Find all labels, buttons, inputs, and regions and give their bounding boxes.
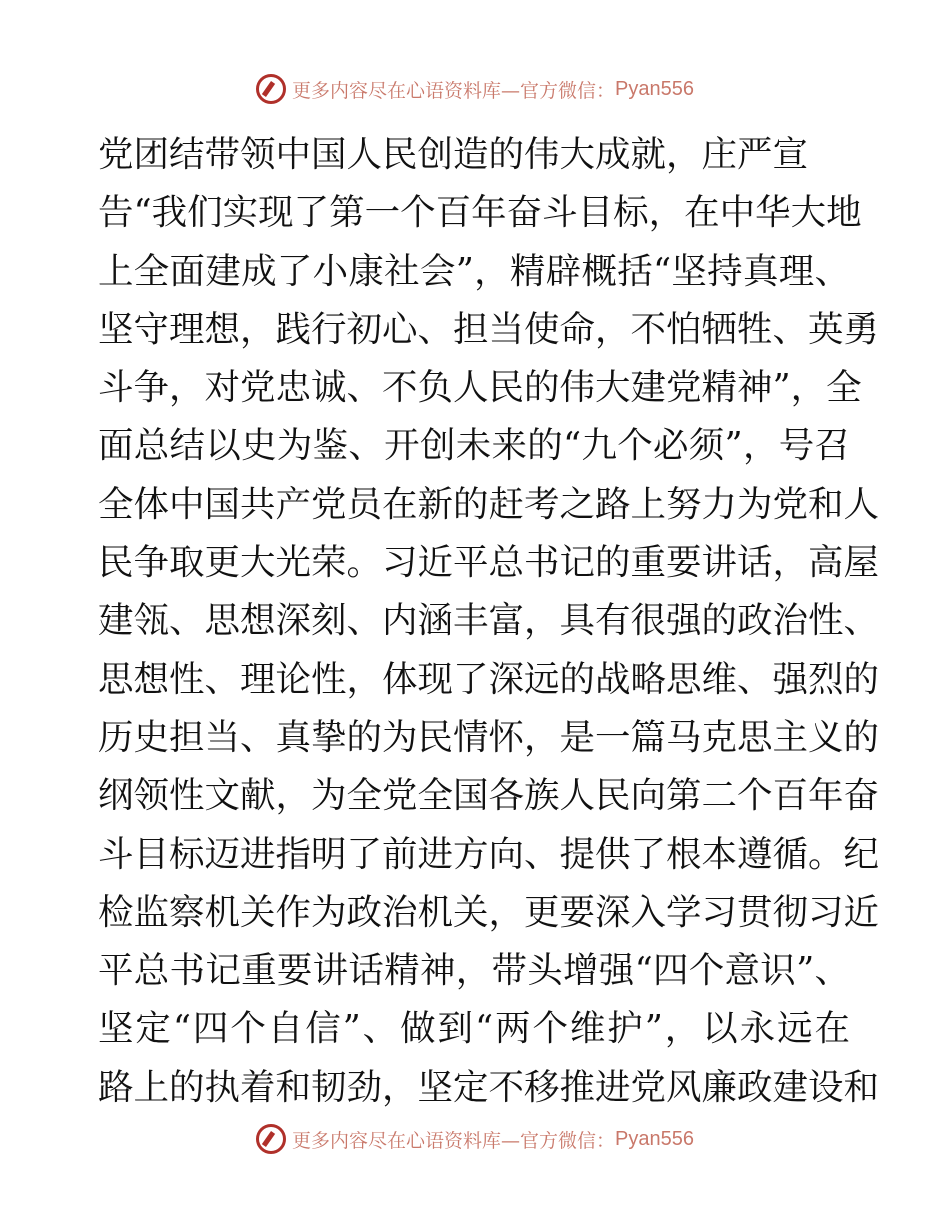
text-line: 上全面建成了小康社会”，精辟概括“坚持真理、 [98, 250, 850, 292]
text-line: 斗目标迈进指明了前进方向、提供了根本遵循。纪 [98, 833, 880, 875]
logo-icon [256, 1124, 286, 1154]
text-line: 纲领性文献，为全党全国各族人民向第二个百年奋 [98, 775, 880, 817]
text-line: 检监察机关作为政治机关，更要深入学习贯彻习近 [98, 891, 880, 933]
text-line: 坚守理想，践行初心、担当使命，不怕牺牲、英勇 [98, 308, 880, 350]
footer-wechat: Pyan556 [615, 1127, 694, 1150]
text-line: 全体中国共产党员在新的赶考之路上努力为党和人 [98, 483, 880, 525]
text-line: 坚定“四个自信”、做到“两个维护”，以永远在 [98, 1008, 850, 1050]
document-body [98, 126, 880, 1117]
logo-icon [256, 74, 286, 104]
text-line: 平总书记重要讲话精神，带头增强“四个意识”、 [98, 950, 850, 992]
page-header-watermark [0, 74, 950, 104]
text-line: 历史担当、真挚的为民情怀，是一篇马克思主义的 [98, 716, 880, 758]
header-text: 更多内容尽在心语资料库—官方微信： [292, 79, 616, 102]
text-line: 建瓴、思想深刻、内涵丰富，具有很强的政治性、 [98, 600, 880, 642]
footer-text: 更多内容尽在心语资料库—官方微信： [292, 1129, 616, 1152]
text-line: 党团结带领中国人民创造的伟大成就，庄严宣 [98, 134, 809, 175]
header-wechat: Pyan556 [615, 77, 694, 100]
text-line: 民争取更大光荣。习近平总书记的重要讲话，高屋 [98, 542, 880, 584]
page-footer-watermark [0, 1124, 950, 1154]
text-line: 路上的执着和韧劲，坚定不移推进党风廉政建设和 [98, 1066, 880, 1108]
text-line: 面总结以史为鉴、开创未来的“九个必须”，号召 [98, 425, 850, 467]
text-line: 斗争，对党忠诚、不负人民的伟大建党精神”，全 [98, 367, 862, 409]
text-line: 告“我们实现了第一个百年奋斗目标，在中华大地 [98, 192, 862, 234]
text-line: 思想性、理论性，体现了深远的战略思维、强烈的 [98, 658, 880, 700]
